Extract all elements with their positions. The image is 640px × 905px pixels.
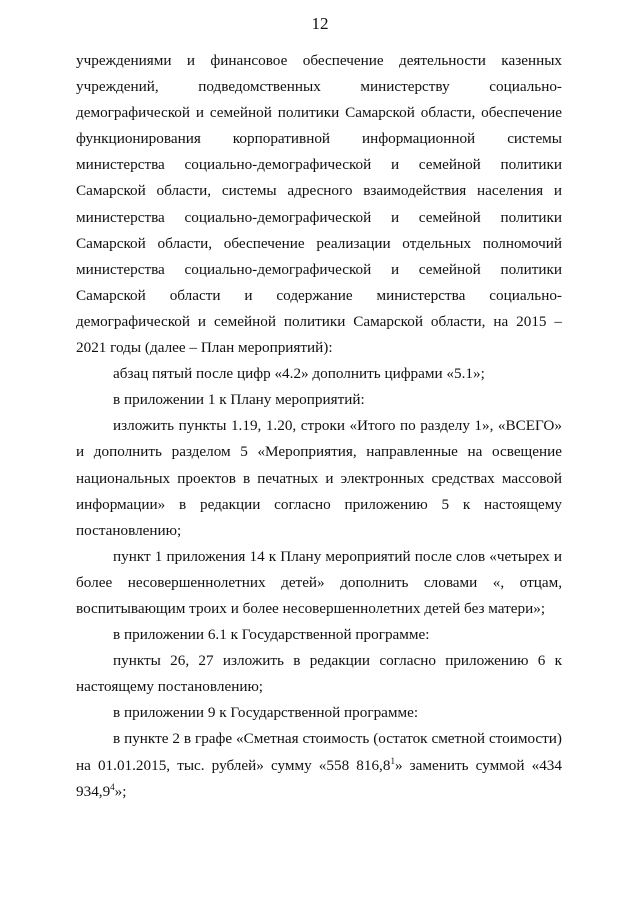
- paragraph-9-part1: в пункте 2 в графе «Сметная стоимость (остаток сметной стоимости) на 01.01.2015, тыс. рублей» сумму «558 816,8: [76, 730, 562, 774]
- page-number: 12: [311, 14, 329, 33]
- paragraph-2: абзац пятый после цифр «4.2» дополнить цифрами «5.1»;: [113, 365, 485, 383]
- paragraph-9-part3: »;: [114, 782, 127, 800]
- footnote-marker-1: 1: [390, 755, 395, 766]
- paragraph-3: в приложении 1 к Плану мероприятий:: [113, 391, 365, 409]
- paragraph-9: [76, 726, 562, 804]
- paragraph-5: пункт 1 приложения 14 к Плану мероприятий после слов «четырех и более несовершеннолетних детей» дополнить словами «, отцам, воспитывающим троих и более несовершеннолетних детей без матери»;: [76, 547, 562, 617]
- paragraph-4: изложить пункты 1.19, 1.20, строки «Итого по разделу 1», «ВСЕГО» и дополнить разделом 5 «Мероприятия, направленные на освещение национальных проектов в печатных и электронных средствах массовой информации» в редакции согласно приложению 5 к настоящему постановлению;: [76, 417, 562, 539]
- paragraph-8: в приложении 9 к Государственной программе:: [113, 704, 419, 722]
- paragraph-6: в приложении 6.1 к Государственной программе:: [113, 626, 430, 644]
- paragraph-7: пункты 26, 27 изложить в редакции согласно приложению 6 к настоящему постановлению;: [76, 652, 562, 696]
- footnote-marker-4: 4: [110, 781, 115, 792]
- paragraph-1: учреждениями и финансовое обеспечение деятельности казенных учреждений, подведомственных министерству социально-демографической и семейной политики Самарской области, обеспечение функционирования корпоративной информационной системы министерства социально-демографической и семейной политики Самарской области, системы адресного взаимодействия населения и министерства социально-демографической и семейной политики Самарской области, обеспечение реализации отдельных полномочий министерства социально-демографической и семейной политики Самарской области и содержание министерства социально-демографической и семейной политики Самарской области, на 2015 – 2021 годы (далее – План мероприятий):: [76, 52, 562, 357]
- document-body: [76, 48, 562, 805]
- paragraph-9-part2: » заменить суммой «434 934,9: [76, 756, 562, 800]
